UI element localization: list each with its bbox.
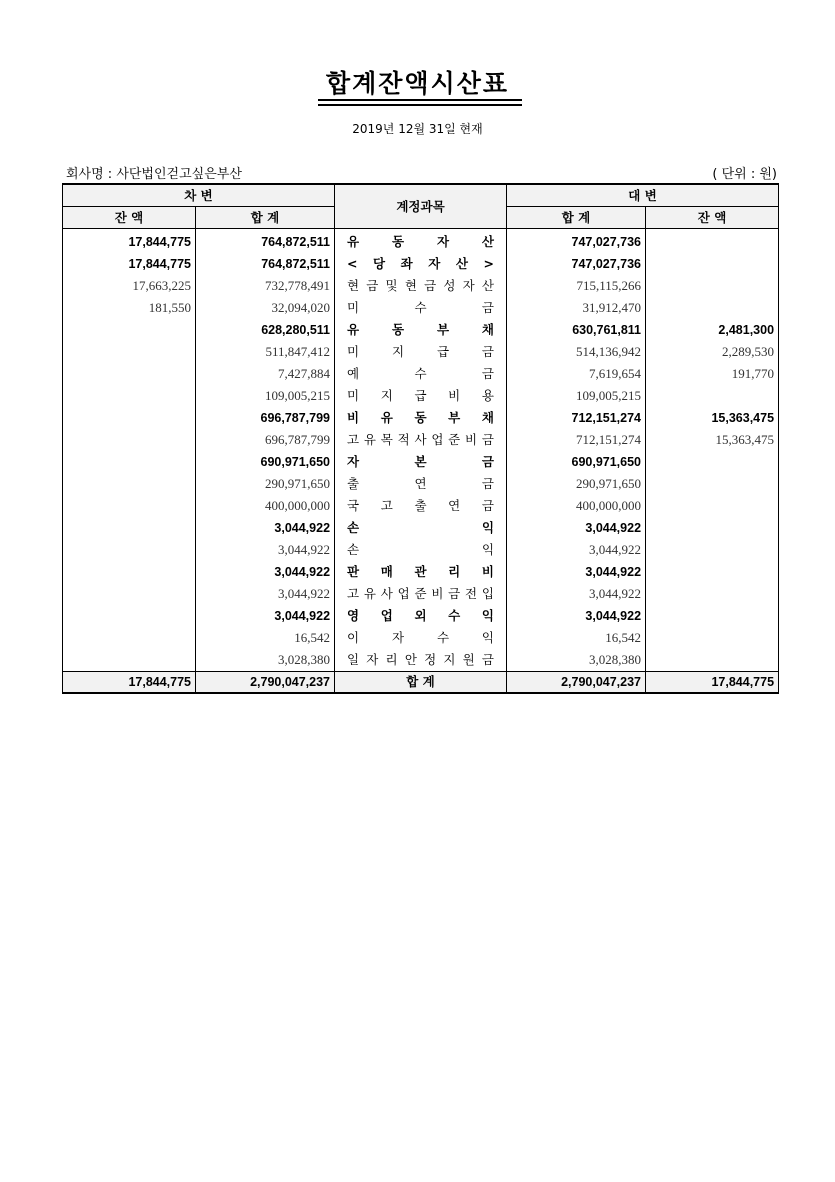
credit-balance-cell (646, 253, 779, 275)
total-credit-balance: 17,844,775 (646, 672, 779, 694)
credit-total-cell: 3,044,922 (507, 539, 646, 561)
account-header: 계정과목 (335, 184, 507, 229)
title-underline (318, 99, 522, 101)
credit-balance-cell: 2,289,530 (646, 341, 779, 363)
debit-total-cell: 3,028,380 (196, 649, 335, 672)
credit-balance-cell: 191,770 (646, 363, 779, 385)
account-name-cell (335, 319, 507, 341)
account-name: 고 유 목 적 사 업 준 비 금 (347, 432, 494, 447)
debit-total-header: 합 계 (196, 207, 335, 229)
account-name-cell (335, 517, 507, 539)
table-row (63, 473, 779, 495)
total-credit-total: 2,790,047,237 (507, 672, 646, 694)
debit-balance-cell (63, 517, 196, 539)
debit-balance-cell (63, 473, 196, 495)
account-name: 판 매 관 리 비 (347, 564, 494, 579)
account-name-cell (335, 561, 507, 583)
account-name-cell (335, 385, 507, 407)
debit-balance-cell (63, 583, 196, 605)
credit-total-cell: 3,044,922 (507, 517, 646, 539)
unit-label: ( 단위 : 원) (712, 167, 777, 182)
debit-total-cell: 628,280,511 (196, 319, 335, 341)
table-row (63, 385, 779, 407)
debit-balance-cell (63, 341, 196, 363)
debit-total-cell: 32,094,020 (196, 297, 335, 319)
account-name: < 당 좌 자 산 > (347, 256, 494, 271)
account-name: 비 유 동 부 채 (347, 410, 494, 425)
table-body (63, 229, 779, 672)
credit-balance-cell (646, 275, 779, 297)
account-name: 미 지 급 금 (347, 344, 494, 359)
table-row (63, 451, 779, 473)
credit-total-cell: 690,971,650 (507, 451, 646, 473)
debit-balance-cell (63, 495, 196, 517)
debit-balance-cell (63, 363, 196, 385)
credit-balance-cell (646, 517, 779, 539)
account-name-cell (335, 539, 507, 561)
debit-balance-cell (63, 385, 196, 407)
debit-total-cell: 764,872,511 (196, 253, 335, 275)
title-underline-double (318, 104, 522, 106)
credit-balance-cell (646, 297, 779, 319)
account-name: 영 업 외 수 익 (347, 608, 494, 623)
account-name-cell (335, 605, 507, 627)
debit-total-cell: 3,044,922 (196, 583, 335, 605)
debit-balance-cell: 181,550 (63, 297, 196, 319)
table-row (63, 363, 779, 385)
debit-total-cell: 16,542 (196, 627, 335, 649)
credit-total-cell: 630,761,811 (507, 319, 646, 341)
debit-total-cell: 290,971,650 (196, 473, 335, 495)
table-row (63, 341, 779, 363)
debit-total-cell: 732,778,491 (196, 275, 335, 297)
table-row (63, 297, 779, 319)
account-name: 이 자 수 익 (347, 630, 494, 645)
credit-balance-cell (646, 583, 779, 605)
credit-balance-cell: 2,481,300 (646, 319, 779, 341)
company-name: 회사명 : 사단법인걷고싶은부산 (66, 167, 242, 182)
table-row (63, 627, 779, 649)
table-row (63, 229, 779, 254)
debit-balance-cell: 17,844,775 (63, 229, 196, 254)
account-name: 일 자 리 안 정 지 원 금 (347, 652, 494, 667)
table-row (63, 429, 779, 451)
account-name-cell (335, 429, 507, 451)
debit-balance-header: 잔 액 (63, 207, 196, 229)
account-name: 미 수 금 (347, 300, 494, 315)
debit-balance-cell (63, 407, 196, 429)
debit-total-cell: 696,787,799 (196, 429, 335, 451)
credit-balance-cell: 15,363,475 (646, 407, 779, 429)
credit-balance-cell (646, 473, 779, 495)
credit-header: 대 변 (507, 184, 779, 207)
account-name-cell (335, 649, 507, 672)
credit-total-cell: 514,136,942 (507, 341, 646, 363)
table-row (63, 583, 779, 605)
total-debit-total: 2,790,047,237 (196, 672, 335, 694)
trial-balance-table (62, 183, 779, 694)
debit-balance-cell (63, 319, 196, 341)
credit-total-cell: 7,619,654 (507, 363, 646, 385)
table-row (63, 407, 779, 429)
report-date: 2019년 12월 31일 현재 (352, 122, 483, 136)
debit-balance-cell (63, 561, 196, 583)
credit-balance-cell (646, 561, 779, 583)
credit-balance-cell (646, 539, 779, 561)
table-row (63, 319, 779, 341)
debit-total-cell: 3,044,922 (196, 539, 335, 561)
account-name-cell (335, 363, 507, 385)
credit-total-cell: 747,027,736 (507, 229, 646, 254)
report-title: 합계잔액시산표 (325, 69, 510, 98)
account-name: 예 수 금 (347, 366, 494, 381)
table-row (63, 561, 779, 583)
debit-balance-cell (63, 539, 196, 561)
debit-total-cell: 690,971,650 (196, 451, 335, 473)
account-name: 손 익 (347, 542, 495, 557)
table-row (63, 649, 779, 672)
account-name-cell (335, 297, 507, 319)
account-name-cell (335, 407, 507, 429)
totals-row (63, 672, 779, 694)
table-row (63, 495, 779, 517)
credit-balance-cell (646, 627, 779, 649)
total-label: 합 계 (335, 672, 507, 694)
debit-balance-cell (63, 627, 196, 649)
credit-total-cell: 747,027,736 (507, 253, 646, 275)
table-row (63, 517, 779, 539)
account-name: 고 유 사 업 준 비 금 전 입 (347, 586, 494, 601)
debit-total-cell: 109,005,215 (196, 385, 335, 407)
debit-total-cell: 3,044,922 (196, 517, 335, 539)
account-name: 미 지 급 비 용 (347, 388, 494, 403)
credit-total-cell: 3,028,380 (507, 649, 646, 672)
credit-total-cell: 109,005,215 (507, 385, 646, 407)
account-name: 손 익 (347, 520, 495, 535)
debit-total-cell: 3,044,922 (196, 605, 335, 627)
credit-total-cell: 712,151,274 (507, 429, 646, 451)
account-name: 유 동 부 채 (347, 322, 494, 337)
table-row (63, 539, 779, 561)
account-name-cell (335, 341, 507, 363)
table-row (63, 605, 779, 627)
debit-total-cell: 511,847,412 (196, 341, 335, 363)
debit-balance-cell (63, 649, 196, 672)
account-name: 유 동 자 산 (347, 234, 494, 249)
account-name: 현 금 및 현 금 성 자 산 (347, 278, 494, 293)
account-name-cell (335, 473, 507, 495)
debit-total-cell: 696,787,799 (196, 407, 335, 429)
credit-total-cell: 3,044,922 (507, 583, 646, 605)
credit-total-cell: 400,000,000 (507, 495, 646, 517)
credit-balance-cell (646, 385, 779, 407)
debit-balance-cell (63, 429, 196, 451)
debit-balance-cell: 17,663,225 (63, 275, 196, 297)
credit-total-cell: 290,971,650 (507, 473, 646, 495)
credit-balance-cell (646, 649, 779, 672)
debit-total-cell: 764,872,511 (196, 229, 335, 254)
table-row (63, 275, 779, 297)
credit-total-cell: 3,044,922 (507, 561, 646, 583)
table-row (63, 253, 779, 275)
credit-balance-cell (646, 605, 779, 627)
account-name-cell (335, 495, 507, 517)
credit-balance-header: 잔 액 (646, 207, 779, 229)
account-name: 출 연 금 (347, 476, 494, 491)
credit-total-cell: 16,542 (507, 627, 646, 649)
debit-total-cell: 3,044,922 (196, 561, 335, 583)
account-name-cell (335, 627, 507, 649)
account-name-cell (335, 229, 507, 254)
account-name-cell (335, 253, 507, 275)
credit-balance-cell: 15,363,475 (646, 429, 779, 451)
credit-balance-cell (646, 229, 779, 254)
account-name: 국 고 출 연 금 (347, 498, 494, 513)
credit-total-header: 합 계 (507, 207, 646, 229)
debit-balance-cell (63, 605, 196, 627)
account-name-cell (335, 275, 507, 297)
account-name-cell (335, 451, 507, 473)
debit-total-cell: 7,427,884 (196, 363, 335, 385)
account-name: 자 본 금 (347, 454, 494, 469)
credit-total-cell: 3,044,922 (507, 605, 646, 627)
debit-balance-cell: 17,844,775 (63, 253, 196, 275)
credit-total-cell: 715,115,266 (507, 275, 646, 297)
credit-total-cell: 712,151,274 (507, 407, 646, 429)
credit-total-cell: 31,912,470 (507, 297, 646, 319)
debit-balance-cell (63, 451, 196, 473)
debit-header: 차 변 (63, 184, 335, 207)
debit-total-cell: 400,000,000 (196, 495, 335, 517)
account-name-cell (335, 583, 507, 605)
credit-balance-cell (646, 451, 779, 473)
credit-balance-cell (646, 495, 779, 517)
total-debit-balance: 17,844,775 (63, 672, 196, 694)
